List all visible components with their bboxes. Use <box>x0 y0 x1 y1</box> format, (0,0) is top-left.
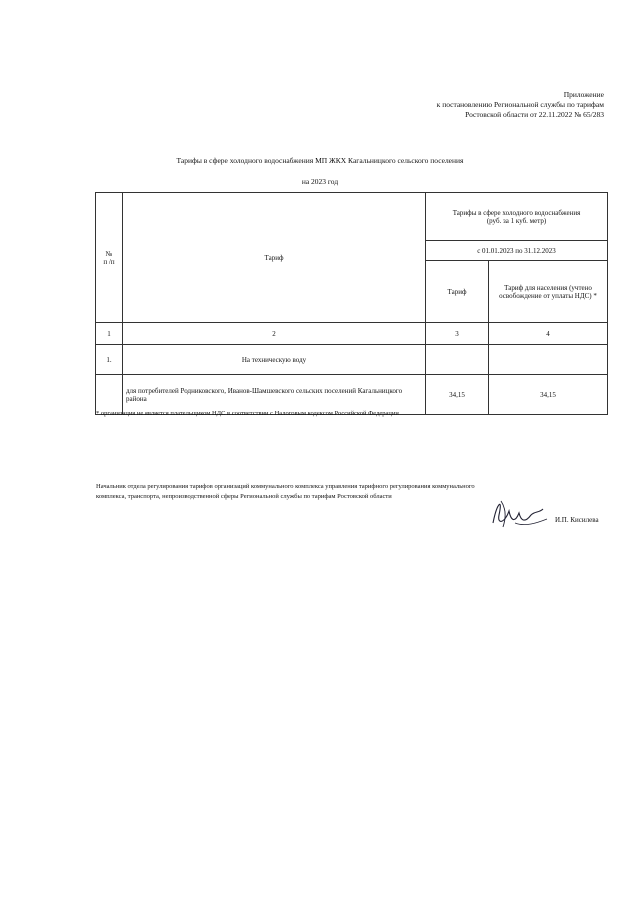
header-population-rate: Тариф для населения (учтено освобождение от уплаты НДС) * <box>489 261 608 323</box>
document-year: на 2023 год <box>301 177 339 186</box>
tariff-table <box>95 192 608 415</box>
header-number: № п /п <box>96 193 123 323</box>
document-title: Тарифы в сфере холодного водоснабжения МП ЖКХ Кагальницкого сельского поселения <box>176 156 464 165</box>
table-section-row <box>96 345 608 375</box>
col-number-3: 3 <box>426 323 489 345</box>
appendix-line-3: Ростовской области от 22.11.2022 № 65/283 <box>465 110 604 119</box>
chief-title: Начальник отдела регулирования тарифов организаций коммунального комплекса управления тарифного регулирования коммунального комплекса, транспорта, непроизводственной сферы Региональной службы по тарифам Ростовской области <box>96 483 475 500</box>
signature-icon <box>485 493 555 533</box>
header-tariff-group: Тарифы в сфере холодного водоснабжения (руб. за 1 куб. метр) <box>426 193 608 241</box>
table-row <box>96 375 608 415</box>
section-number: 1. <box>96 345 123 375</box>
section-name: На техническую воду <box>123 345 426 375</box>
appendix-line-2: к постановлению Региональной службы по тарифам <box>436 100 604 109</box>
section-empty-4 <box>489 345 608 375</box>
col-number-1: 1 <box>96 323 123 345</box>
col-number-4: 4 <box>489 323 608 345</box>
row-population-rate: 34,15 <box>489 375 608 415</box>
signer-name: И.П. Кисилева <box>555 516 599 524</box>
header-period: с 01.01.2023 по 31.12.2023 <box>426 241 608 261</box>
section-empty-3 <box>426 345 489 375</box>
appendix-header <box>437 90 604 120</box>
table-header-row <box>96 193 608 241</box>
header-rate: Тариф <box>426 261 489 323</box>
header-tariff: Тариф <box>123 193 426 323</box>
row-number-empty <box>96 375 123 415</box>
table-number-row <box>96 323 608 345</box>
row-rate: 34,15 <box>426 375 489 415</box>
footnote: * организация не является плательщиком НДС в соответствии с Налоговым кодексом Российской Федерации <box>96 410 399 417</box>
row-description: для потребителей Родниковского, Иванов-Шамшевского сельских поселений Кагальницкого района <box>123 375 426 415</box>
col-number-2: 2 <box>123 323 426 345</box>
appendix-line-1: Приложение <box>563 90 604 99</box>
